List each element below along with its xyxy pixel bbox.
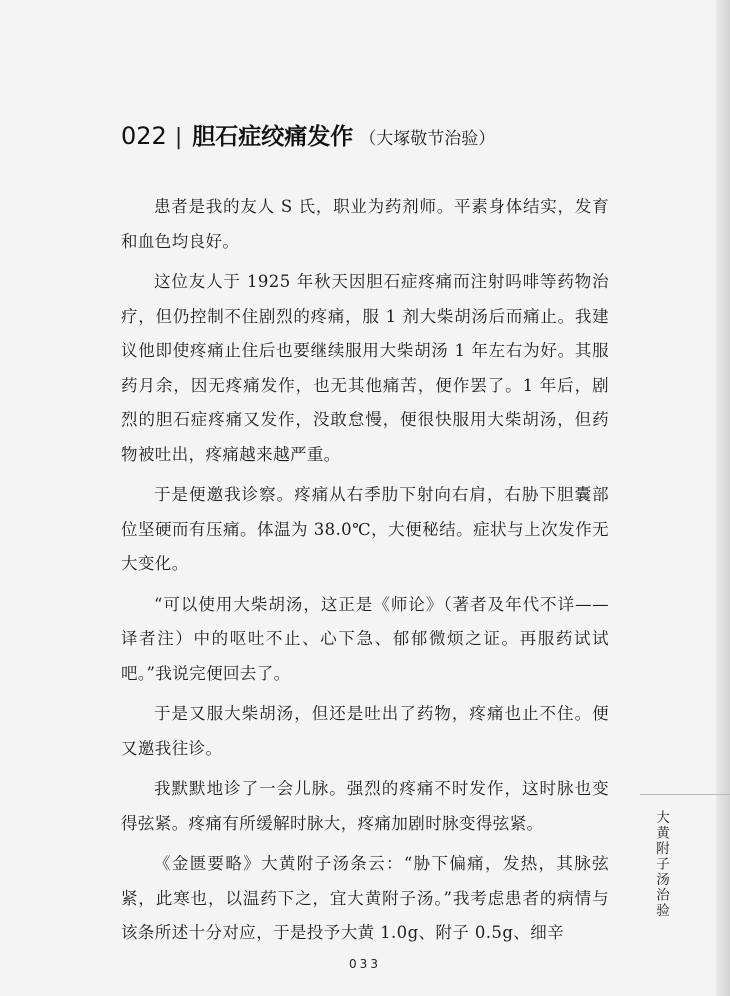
paragraph: 《金匮要略》大黄附子汤条云：“胁下偏痛，发热，其脉弦紧，此寒也，以温药下之，宜大黄附子汤。”我考虑患者的病情与该条所述十分对应，于是投予大黄 1.0g、附子 0.5g、细辛 (121, 854, 609, 942)
paragraph: 我默默地诊了一会儿脉。强烈的疼痛不时发作，这时脉也变得弦紧。疼痛有所缓解时脉大，疼痛加剧时脉变得弦紧。 (121, 779, 609, 833)
paragraph: 于是便邀我诊察。疼痛从右季肋下射向右肩，右胁下胆囊部位坚硬而有压痛。体温为 38.0℃，大便秘结。症状与上次发作无大变化。 (121, 485, 609, 573)
running-head-rule (640, 794, 730, 795)
paragraph: 患者是我的友人 S 氏，职业为药剂师。平素身体结实，发育和血色均良好。 (121, 197, 609, 251)
paragraph: “可以使用大柴胡汤，这正是《师论》（著者及年代不详——译者注）中的呕吐不止、心下急、郁郁微烦之证。再服药试试吧。”我说完便回去了。 (121, 594, 609, 683)
section-heading (121, 118, 495, 151)
section-number: 022 (121, 122, 167, 150)
paragraph: 于是又服大柴胡汤，但还是吐出了药物，疼痛也止不住。便又邀我往诊。 (121, 704, 609, 758)
paragraph: 这位友人于 1925 年秋天因胆石症疼痛而注射吗啡等药物治疗，但仍控制不住剧烈的疼痛，服 1 剂大柴胡汤后而痛止。我建议他即使疼痛止住后也要继续服用大柴胡汤 1 年左右为好。其服药月余，因无疼痛发作，也无其他痛苦，便作罢了。1 年后，剧烈的胆石症疼痛又发作，没敢怠慢，便很快服用大柴胡汤，但药物被吐出，疼痛越来越严重。 (121, 272, 609, 464)
running-head: 大黄附子汤治验 (653, 810, 669, 919)
page-number: 033 (349, 957, 381, 971)
page-edge (716, 0, 730, 996)
section-title: 胆石症绞痛发作 (192, 124, 354, 150)
heading-separator: | (174, 125, 183, 150)
body-text (121, 190, 609, 957)
section-subtitle: （大塚敬节治验） (359, 129, 496, 149)
